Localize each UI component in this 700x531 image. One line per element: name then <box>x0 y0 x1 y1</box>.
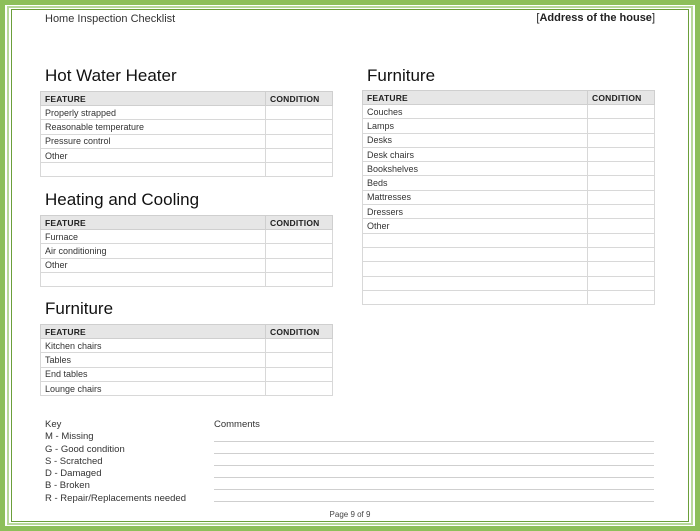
table-row <box>41 367 333 381</box>
table-row <box>363 133 655 147</box>
key-item: B - Broken <box>45 480 90 492</box>
condition-cell[interactable] <box>588 105 655 119</box>
feature-cell <box>363 262 588 276</box>
feature-cell: End tables <box>41 367 266 381</box>
table-row <box>41 258 333 272</box>
comment-line[interactable] <box>214 453 654 454</box>
condition-cell[interactable] <box>266 244 333 258</box>
key-title: Key <box>45 419 62 430</box>
feature-header: FEATURE <box>363 91 588 105</box>
furniture-left-table <box>40 324 333 396</box>
feature-cell: Lamps <box>363 119 588 133</box>
feature-cell: Properly strapped <box>41 106 266 120</box>
condition-cell[interactable] <box>266 120 333 134</box>
condition-cell[interactable] <box>266 148 333 162</box>
condition-cell[interactable] <box>266 163 333 177</box>
condition-cell[interactable] <box>266 272 333 286</box>
condition-header: CONDITION <box>266 325 333 339</box>
feature-cell <box>41 272 266 286</box>
feature-cell: Tables <box>41 353 266 367</box>
feature-cell <box>363 290 588 304</box>
condition-cell[interactable] <box>266 381 333 395</box>
condition-cell[interactable] <box>266 367 333 381</box>
condition-cell[interactable] <box>266 339 333 353</box>
condition-cell[interactable] <box>266 353 333 367</box>
key-item: D - Damaged <box>45 468 102 480</box>
comment-line[interactable] <box>214 489 654 490</box>
table-row <box>363 147 655 161</box>
address-bracket-open: [ <box>536 12 540 24</box>
page-number: Page 9 of 9 <box>329 510 371 519</box>
feature-cell <box>41 163 266 177</box>
feature-cell: Couches <box>363 105 588 119</box>
feature-cell: Other <box>41 148 266 162</box>
address-bracket-close: ] <box>651 12 655 24</box>
heating-cooling-table <box>40 215 333 287</box>
hot-water-heater-table <box>40 91 333 177</box>
comments-label: Comments <box>214 419 260 430</box>
condition-cell[interactable] <box>266 134 333 148</box>
condition-cell[interactable] <box>266 106 333 120</box>
feature-cell <box>363 247 588 261</box>
condition-cell[interactable] <box>588 190 655 204</box>
document-title: Home Inspection Checklist <box>45 13 176 25</box>
condition-cell[interactable] <box>588 262 655 276</box>
condition-cell[interactable] <box>588 205 655 219</box>
section-title-hot-water-heater: Hot Water Heater <box>45 66 177 85</box>
condition-cell[interactable] <box>588 162 655 176</box>
feature-cell: Kitchen chairs <box>41 339 266 353</box>
condition-header: CONDITION <box>588 91 655 105</box>
table-row <box>41 120 333 134</box>
table-row <box>363 205 655 219</box>
condition-cell[interactable] <box>588 147 655 161</box>
condition-cell[interactable] <box>266 230 333 244</box>
feature-header: FEATURE <box>41 216 266 230</box>
table-row <box>363 219 655 233</box>
table-row <box>363 119 655 133</box>
feature-cell: Pressure control <box>41 134 266 148</box>
condition-cell[interactable] <box>266 258 333 272</box>
section-title-furniture-left: Furniture <box>45 299 114 318</box>
section-title-furniture-right: Furniture <box>367 66 436 85</box>
table-row <box>363 176 655 190</box>
table-row <box>363 247 655 261</box>
condition-cell[interactable] <box>588 133 655 147</box>
condition-cell[interactable] <box>588 290 655 304</box>
feature-cell: Dressers <box>363 205 588 219</box>
legend-key <box>45 419 186 505</box>
table-row <box>41 339 333 353</box>
feature-cell: Mattresses <box>363 190 588 204</box>
table-row <box>363 276 655 290</box>
table-row <box>41 230 333 244</box>
condition-cell[interactable] <box>588 233 655 247</box>
feature-cell: Desk chairs <box>363 147 588 161</box>
condition-cell[interactable] <box>588 176 655 190</box>
table-row <box>363 105 655 119</box>
key-item: M - Missing <box>45 431 94 443</box>
key-item: S - Scratched <box>45 455 103 467</box>
table-row <box>41 134 333 148</box>
table-row <box>41 272 333 286</box>
condition-cell[interactable] <box>588 219 655 233</box>
feature-header: FEATURE <box>41 92 266 106</box>
key-item: G - Good condition <box>45 443 125 455</box>
key-item: R - Repair/Replacements needed <box>45 492 186 504</box>
table-row <box>363 190 655 204</box>
feature-cell <box>363 233 588 247</box>
feature-cell: Bookshelves <box>363 162 588 176</box>
comment-line[interactable] <box>214 477 654 478</box>
address-field[interactable] <box>536 12 655 24</box>
condition-header: CONDITION <box>266 216 333 230</box>
feature-cell: Air conditioning <box>41 244 266 258</box>
comment-line[interactable] <box>214 441 654 442</box>
feature-cell: Beds <box>363 176 588 190</box>
feature-cell: Reasonable temperature <box>41 120 266 134</box>
condition-cell[interactable] <box>588 247 655 261</box>
feature-cell <box>363 276 588 290</box>
condition-cell[interactable] <box>588 276 655 290</box>
section-title-heating-and-cooling: Heating and Cooling <box>45 190 200 209</box>
feature-header: FEATURE <box>41 325 266 339</box>
table-row <box>41 353 333 367</box>
table-row <box>363 290 655 304</box>
feature-cell: Other <box>41 258 266 272</box>
feature-cell: Desks <box>363 133 588 147</box>
address-placeholder: Address of the house <box>539 12 652 24</box>
comment-line[interactable] <box>214 501 654 502</box>
condition-header: CONDITION <box>266 92 333 106</box>
table-row <box>41 163 333 177</box>
table-row <box>363 233 655 247</box>
table-row <box>363 262 655 276</box>
table-row <box>41 381 333 395</box>
feature-cell: Other <box>363 219 588 233</box>
table-row <box>41 244 333 258</box>
feature-cell: Lounge chairs <box>41 381 266 395</box>
furniture-right-table <box>362 90 655 305</box>
table-row <box>363 162 655 176</box>
feature-cell: Furnace <box>41 230 266 244</box>
condition-cell[interactable] <box>588 119 655 133</box>
comment-line[interactable] <box>214 465 654 466</box>
table-row <box>41 148 333 162</box>
table-row <box>41 106 333 120</box>
